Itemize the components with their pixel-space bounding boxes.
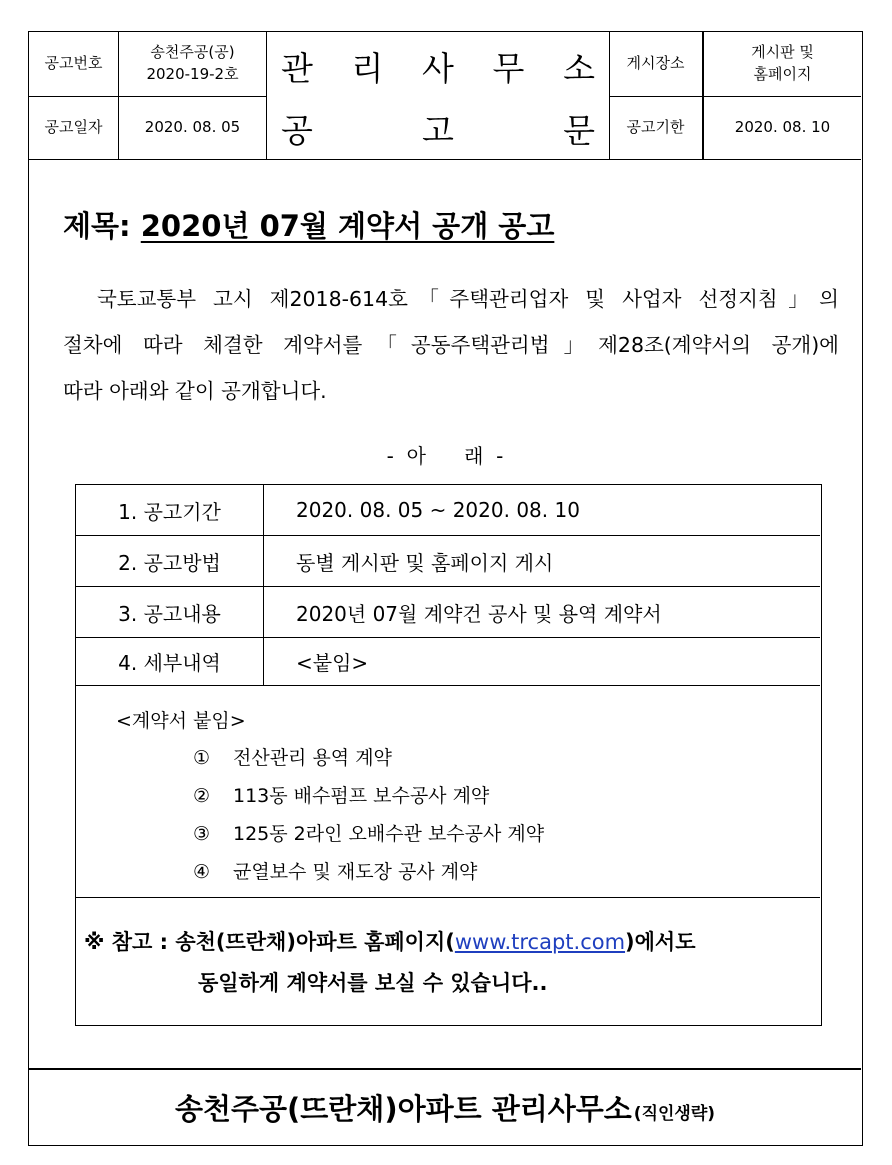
homepage-link[interactable]: www.trcapt.com [454, 930, 626, 954]
issuer-footer: 송천주공(뜨란채)아파트 관리사무소 (직인생략) [174, 1091, 716, 1126]
reference-note-line2: 동일하게 계약서를 보실 수 있습니다.. [198, 971, 548, 995]
header-table [29, 32, 861, 160]
attachment-item: ① 전산관리 용역 계약 [193, 747, 392, 769]
table-row [76, 485, 820, 536]
details-table [75, 484, 822, 1026]
body-line: 국토교통부 고시 제2018-614호「주택관리업자 및 사업자 선정지침」의 [97, 287, 839, 311]
notice-frame [28, 31, 863, 1146]
row-label: 1. 공고기간 [76, 485, 264, 535]
attachment-item: ② 113동 배수펌프 보수공사 계약 [193, 785, 490, 807]
sub-heading: - 아 래 - [386, 444, 504, 468]
body-line: 따라 아래와 같이 공개합니다. [63, 379, 327, 403]
table-row [76, 638, 820, 686]
notice-title: 공 고 문 [281, 110, 595, 150]
notice-date-label: 공고일자 [29, 97, 119, 160]
notice-body [63, 276, 839, 414]
attachment-item: ③ 125동 2라인 오배수관 보수공사 계약 [193, 823, 545, 845]
deadline-value: 2020. 08. 10 [703, 97, 861, 160]
body-line: 절차에 따라 체결한 계약서를「공동주택관리법」제28조(계약서의 공개)에 [63, 333, 839, 357]
notice-date-value: 2020. 08. 05 [119, 97, 267, 160]
table-row [76, 536, 820, 587]
row-value: 동별 게시판 및 홈페이지 게시 [296, 550, 554, 575]
table-row [76, 587, 820, 638]
row-value: <붙임> [296, 651, 369, 675]
attachment-item: ④ 균열보수 및 재도장 공사 계약 [193, 861, 478, 883]
reference-note: ※ 참고 : 송천(뜨란채)아파트 홈페이지(www.trcapt.com)에서도 [84, 930, 696, 954]
note-divider [76, 897, 820, 898]
row-label: 3. 공고내용 [76, 587, 264, 637]
notice-subject: 제목: 2020년 07월 계약서 공개 공고 [63, 209, 555, 243]
office-title: 관 리 사 무 소 [281, 48, 595, 88]
notice-no-value: 송천주공(공) 2020-19-2호 [119, 32, 267, 97]
attachment-heading: <계약서 붙임> [116, 710, 246, 732]
row-value: 2020년 07월 계약건 공사 및 용역 계약서 [296, 601, 662, 626]
post-place-value: 게시판 및 홈페이지 [703, 32, 861, 97]
post-place-label: 게시장소 [609, 32, 703, 97]
deadline-label: 공고기한 [609, 97, 703, 160]
row-label: 2. 공고방법 [76, 536, 264, 586]
row-label: 4. 세부내역 [76, 638, 264, 685]
row-value: 2020. 08. 05 ~ 2020. 08. 10 [296, 498, 580, 522]
notice-no-label: 공고번호 [29, 32, 119, 97]
